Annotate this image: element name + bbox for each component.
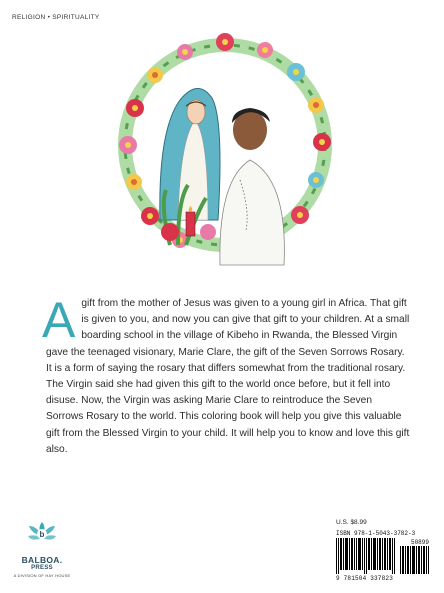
isbn-number: ISBN 978-1-5043-3782-3 xyxy=(336,530,416,537)
svg-text:b: b xyxy=(39,530,45,539)
barcode-digits: 9 781504 337823 xyxy=(336,575,394,582)
cover-illustration xyxy=(100,20,350,282)
virgin-mary-figure xyxy=(160,88,220,220)
back-cover-blurb xyxy=(42,292,412,458)
isbn-barcode xyxy=(336,530,429,582)
category-label: RELIGION • SPIRITUALITY xyxy=(12,14,100,21)
blurb-text: gift from the mother of Jesus was given to a young girl in Africa. That gift is given to you, and now you can give that gift to your children. At a small boarding school in the village of Kibeho in Rwanda, the Blessed Virgin gave the teenaged visionary, Marie Clare, the gift of the Seven Sorrows Rosary. It is a form of saying the rosary that differs somewhat from the traditional rosary. The Virgin said she had given this gift to the world once before, but it fell into disuse. Now, the Virgin was asking Marie Clare to reintroduce the Seven Sorrows Rosary to the world. This coloring book will help you give this valuable gift from the Blessed Virgin to your child. It will help you to know and love this gift also. xyxy=(46,298,410,455)
drop-cap: A xyxy=(42,292,76,348)
publisher-logo xyxy=(12,520,72,578)
barcode-addon xyxy=(400,546,429,574)
barcode-main xyxy=(336,538,396,574)
price-code: 50899 xyxy=(410,539,429,546)
price-label: U.S. $8.99 xyxy=(336,519,367,526)
child-figure xyxy=(220,108,284,265)
lotus-icon xyxy=(27,520,57,548)
publisher-name: BALBOA. xyxy=(21,555,63,565)
publisher-name-press: PRESS xyxy=(31,565,53,571)
publisher-tagline: A DIVISION OF HAY HOUSE xyxy=(13,573,71,578)
